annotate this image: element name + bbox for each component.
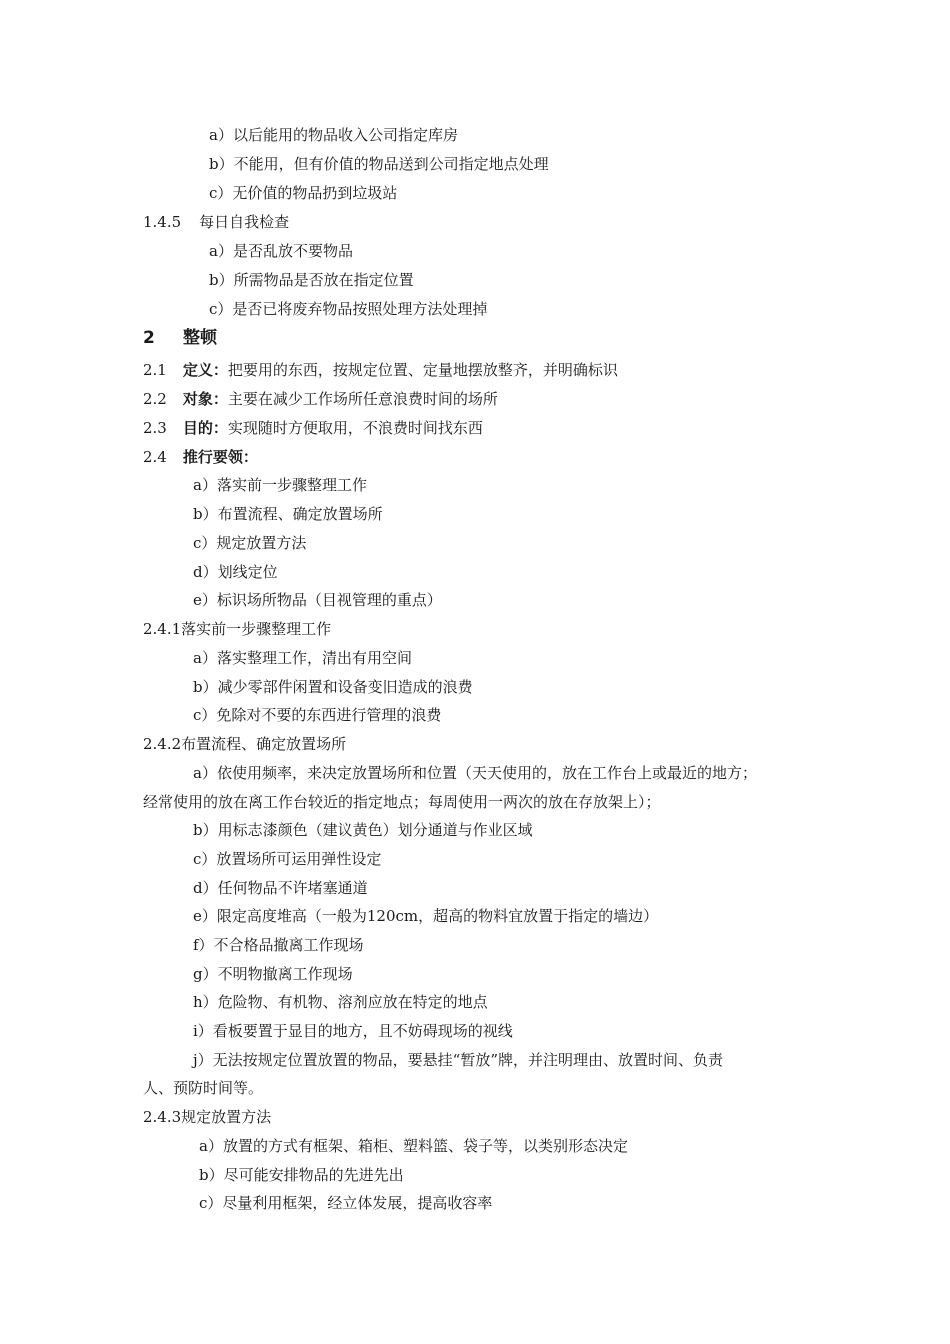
key-points-line bbox=[143, 447, 258, 467]
list-item: a）是否乱放不要物品 bbox=[209, 242, 353, 260]
list-item: d）任何物品不许堵塞通道 bbox=[193, 879, 368, 897]
list-item: a）以后能用的物品收入公司指定库房 bbox=[209, 126, 458, 144]
subsection-heading: 2.4.2布置流程、确定放置场所 bbox=[143, 735, 347, 753]
list-item: b）布置流程、确定放置场所 bbox=[193, 505, 383, 523]
section-number: 2.4 bbox=[143, 448, 167, 466]
section-title: 每日自我检查 bbox=[199, 213, 290, 231]
list-item-continuation: 人、预防时间等。 bbox=[143, 1079, 264, 1097]
term-label: 目的： bbox=[182, 419, 228, 437]
list-item: b）尽可能安排物品的先进先出 bbox=[199, 1166, 404, 1184]
list-item: a）落实前一步骤整理工作 bbox=[193, 476, 367, 494]
term-text: 主要在减少工作场所任意浪费时间的场所 bbox=[227, 390, 498, 408]
list-item: a）放置的方式有框架、箱柜、塑料篮、袋子等，以类别形态决定 bbox=[199, 1137, 628, 1155]
list-item: a）依使用频率，来决定放置场所和位置（天天使用的，放在工作台上或最近的地方； bbox=[193, 764, 757, 782]
chapter-heading bbox=[143, 327, 217, 349]
term-label: 推行要领： bbox=[182, 448, 258, 466]
list-item: b）不能用，但有价值的物品送到公司指定地点处理 bbox=[209, 155, 549, 173]
list-item: a）落实整理工作，清出有用空间 bbox=[193, 649, 412, 667]
subsection-heading: 2.4.3规定放置方法 bbox=[143, 1108, 272, 1126]
section-heading-1-4-5 bbox=[143, 212, 289, 232]
section-number: 2.3 bbox=[143, 419, 167, 437]
list-item: d）划线定位 bbox=[193, 563, 278, 581]
section-number: 1.4.5 bbox=[143, 213, 182, 231]
chapter-number: 2 bbox=[143, 328, 155, 348]
section-number: 2.1 bbox=[143, 361, 167, 379]
list-item: c）免除对不要的东西进行管理的浪费 bbox=[193, 706, 442, 724]
term-text: 把要用的东西，按规定位置、定量地摆放整齐，并明确标识 bbox=[227, 361, 618, 379]
list-item: f）不合格品撤离工作现场 bbox=[193, 936, 364, 954]
list-item: c）尽量利用框架，经立体发展，提高收容率 bbox=[199, 1194, 493, 1212]
term-label: 对象： bbox=[182, 390, 228, 408]
list-item: c）无价值的物品扔到垃圾站 bbox=[209, 184, 398, 202]
list-item: c）放置场所可运用弹性设定 bbox=[193, 850, 382, 868]
list-item: g）不明物撤离工作现场 bbox=[193, 965, 353, 983]
term-text: 实现随时方便取用，不浪费时间找东西 bbox=[227, 419, 483, 437]
list-item: c）是否已将废弃物品按照处理方法处理掉 bbox=[209, 300, 488, 318]
list-item: h）危险物、有机物、溶剂应放在特定的地点 bbox=[193, 993, 488, 1011]
list-item: e）限定高度堆高（一般为120cm，超高的物料宜放置于指定的墙边） bbox=[193, 907, 659, 925]
section-number: 2.2 bbox=[143, 390, 167, 408]
list-item: e）标识场所物品（目视管理的重点） bbox=[193, 591, 442, 609]
list-item: j）无法按规定位置放置的物品，要悬挂“暂放”牌，并注明理由、放置时间、负责 bbox=[193, 1051, 723, 1069]
term-label: 定义： bbox=[182, 361, 228, 379]
list-item: c）规定放置方法 bbox=[193, 534, 307, 552]
list-item: b）减少零部件闲置和设备变旧造成的浪费 bbox=[193, 678, 473, 696]
object-line bbox=[143, 389, 498, 409]
list-item: b）所需物品是否放在指定位置 bbox=[209, 271, 414, 289]
definition-line bbox=[143, 360, 618, 380]
list-item-continuation: 经常使用的放在离工作台较近的指定地点；每周使用一两次的放在存放架上）； bbox=[143, 793, 661, 811]
chapter-title: 整顿 bbox=[183, 328, 217, 348]
subsection-heading: 2.4.1落实前一步骤整理工作 bbox=[143, 620, 332, 638]
purpose-line bbox=[143, 418, 483, 438]
list-item: i）看板要置于显目的地方，且不妨碍现场的视线 bbox=[193, 1022, 513, 1040]
list-item: b）用标志漆颜色（建议黄色）划分通道与作业区域 bbox=[193, 821, 533, 839]
